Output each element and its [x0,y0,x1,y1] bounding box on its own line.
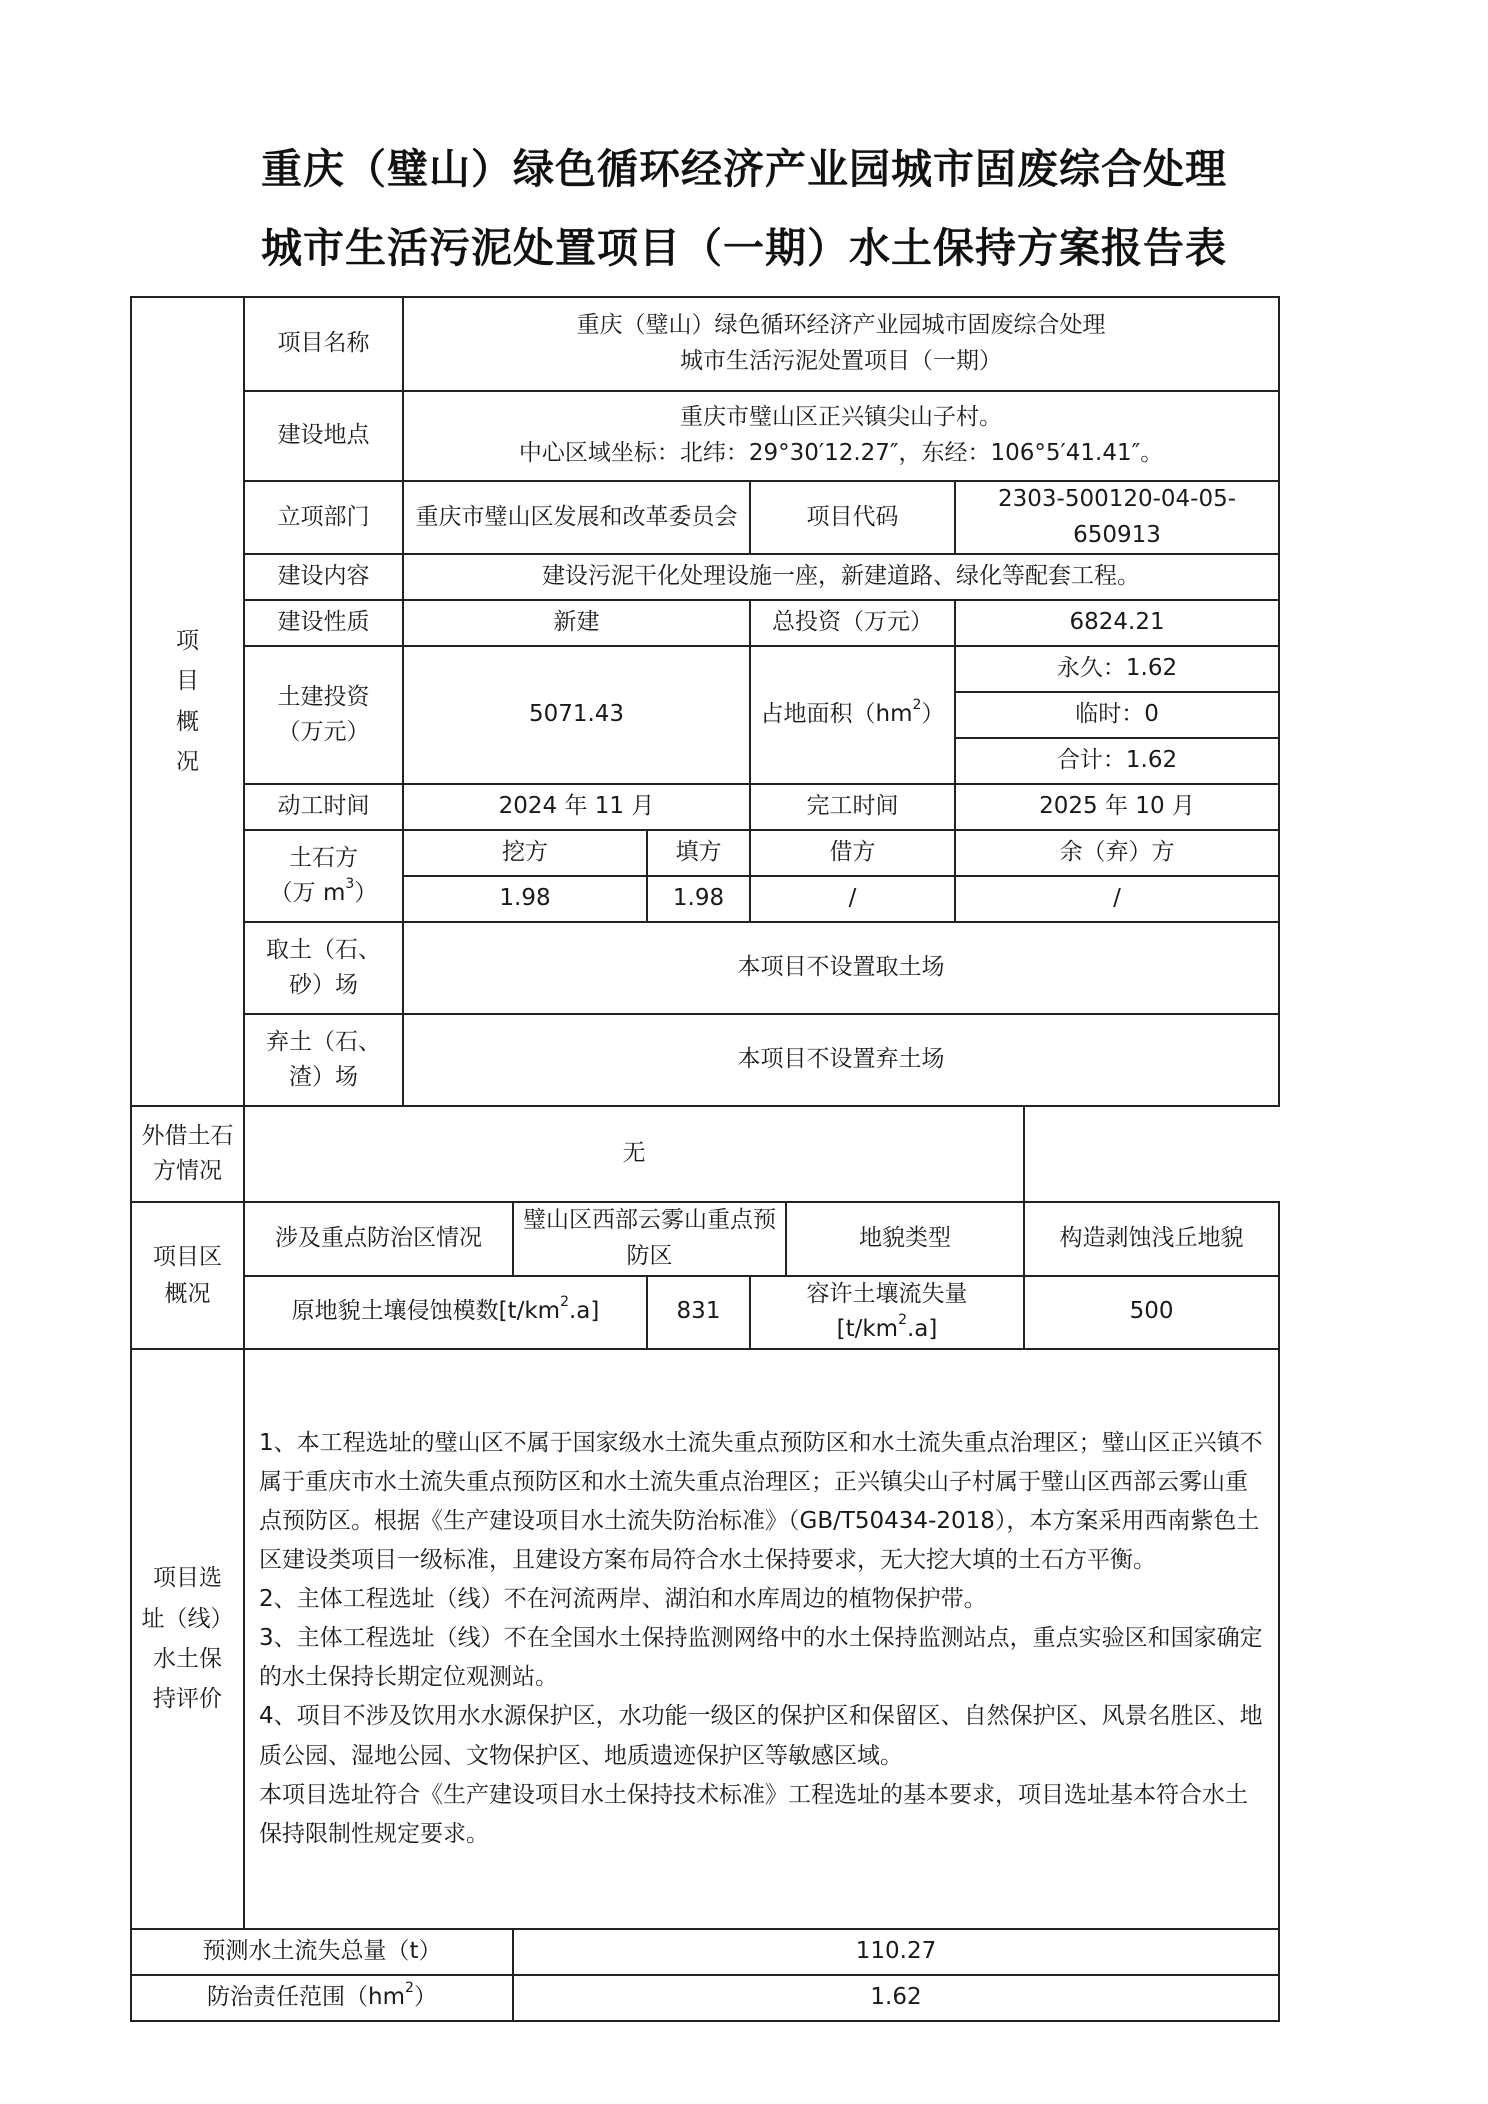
allowable-loss-label: 容许土壤流失量$[t/km^2.a]$ [750,1276,1024,1349]
evaluation-paragraph-5: 本项目选址符合《生产建设项目水土保持技术标准》工程选址的基本要求，项目选址基本符合水土保持限制性规定要求。 [259,1781,1248,1847]
external-earthwork-label: 外借土石 方情况 [131,1106,244,1202]
report-table [130,296,1280,2022]
predicted-loss-label: 预测水土流失总量（t） [131,1929,513,1975]
key-zone-value: 璧山区西部云雾山重点预防区 [513,1202,786,1275]
construction-content-value: 建设污泥干化处理设施一座，新建道路、绿化等配套工程。 [403,554,1279,600]
document-title-line2: 城市生活污泥处置项目（一期）水土保持方案报告表 [261,224,1227,272]
construction-content-label: 建设内容 [244,554,403,600]
allowable-loss-value: 500 [1024,1276,1279,1349]
start-time-label: 动工时间 [244,784,403,830]
responsibility-range-label: 防治责任范围$(hm^2)$ [131,1975,513,2021]
external-earthwork-value: 无 [244,1106,1024,1202]
total-investment-value: 6824.21 [955,600,1279,646]
spoil-site-value: 本项目不设置弃土场 [403,1014,1279,1106]
evaluation-paragraph-2: 2、主体工程选址（线）不在河流两岸、湖泊和水库周边的植物保护带。 [259,1586,987,1613]
borrow-site-label: 取土（石、 砂）场 [244,922,403,1014]
project-name-value: 重庆（璧山）绿色循环经济产业园城市固废综合处理 城市生活污泥处置项目（一期） [403,297,1279,391]
erosion-modulus-label: 原地貌土壤侵蚀模数$[t/km^2.a]$ [244,1276,647,1349]
section-site-evaluation: 项目选 址（线） 水土保 持评价 [131,1349,244,1929]
excavation-label: 挖方 [403,830,647,876]
start-time-value: 2024 年 11 月 [403,784,750,830]
earthwork-label: 土石方 （万 $m^3$） [244,830,403,922]
section-project-overview: 项 目 概 况 [131,297,244,1106]
fill-label: 填方 [647,830,750,876]
borrow-value: / [750,876,955,922]
erosion-modulus-value: 831 [647,1276,750,1349]
location-value: 重庆市璧山区正兴镇尖山子村。 中心区域坐标：北纬：29°30′12.27″，东经：106°5′41.41″。 [403,391,1279,481]
landform-label: 地貌类型 [786,1202,1024,1275]
section-area-overview: 项目区 概况 [131,1202,244,1349]
land-area-total: 合计：1.62 [955,738,1279,784]
fill-value: 1.98 [647,876,750,922]
borrow-site-value: 本项目不设置取土场 [403,922,1279,1014]
civil-investment-value: 5071.43 [403,646,750,784]
project-code-value: 2303-500120-04-05-650913 [955,481,1279,554]
construction-nature-value: 新建 [403,600,750,646]
surplus-label: 余（弃）方 [955,830,1279,876]
spoil-site-label: 弃土（石、 渣）场 [244,1014,403,1106]
project-code-label: 项目代码 [750,481,955,554]
borrow-label: 借方 [750,830,955,876]
document-title-line1: 重庆（璧山）绿色循环经济产业园城市固废综合处理 [261,145,1227,193]
predicted-loss-value: 110.27 [513,1929,1279,1975]
evaluation-paragraph-3: 3、主体工程选址（线）不在全国水土保持监测网络中的水土保持监测站点，重点实验区和国家确定的水土保持长期定位观测站。 [259,1625,1263,1691]
total-investment-label: 总投资（万元） [750,600,955,646]
land-area-label: 占地面积$(hm^2)$ [750,646,955,784]
land-area-permanent: 永久：1.62 [955,646,1279,692]
evaluation-paragraph-1: 1、本工程选址的璧山区不属于国家级水土流失重点预防区和水土流失重点治理区；璧山区正兴镇不属于重庆市水土流失重点预防区和水土流失重点治理区；正兴镇尖山子村属于璧山区西部云雾山重点预防区。根据《生产建设项目水土流失防治标准》（GB/T50434-2018），本方案采用西南紫色土区建设类项目一级标准，且建设方案布局符合水土保持要求，无大挖大填的土石方平衡。 [259,1429,1263,1574]
approval-dept-label: 立项部门 [244,481,403,554]
civil-investment-label: 土建投资 （万元） [244,646,403,784]
location-label: 建设地点 [244,391,403,481]
surplus-value: / [955,876,1279,922]
excavation-value: 1.98 [403,876,647,922]
evaluation-paragraph-4: 4、项目不涉及饮用水水源保护区，水功能一级区的保护区和保留区、自然保护区、风景名胜区、地质公园、湿地公园、文物保护区、地质遗迹保护区等敏感区域。 [259,1703,1263,1769]
project-name-label: 项目名称 [244,297,403,391]
key-zone-label: 涉及重点防治区情况 [244,1202,513,1275]
end-time-label: 完工时间 [750,784,955,830]
end-time-value: 2025 年 10 月 [955,784,1279,830]
construction-nature-label: 建设性质 [244,600,403,646]
landform-value: 构造剥蚀浅丘地貌 [1024,1202,1279,1275]
land-area-temporary: 临时：0 [955,692,1279,738]
site-evaluation-text [244,1349,1279,1929]
approval-dept-value: 重庆市璧山区发展和改革委员会 [403,481,750,554]
responsibility-range-value: 1.62 [513,1975,1279,2021]
